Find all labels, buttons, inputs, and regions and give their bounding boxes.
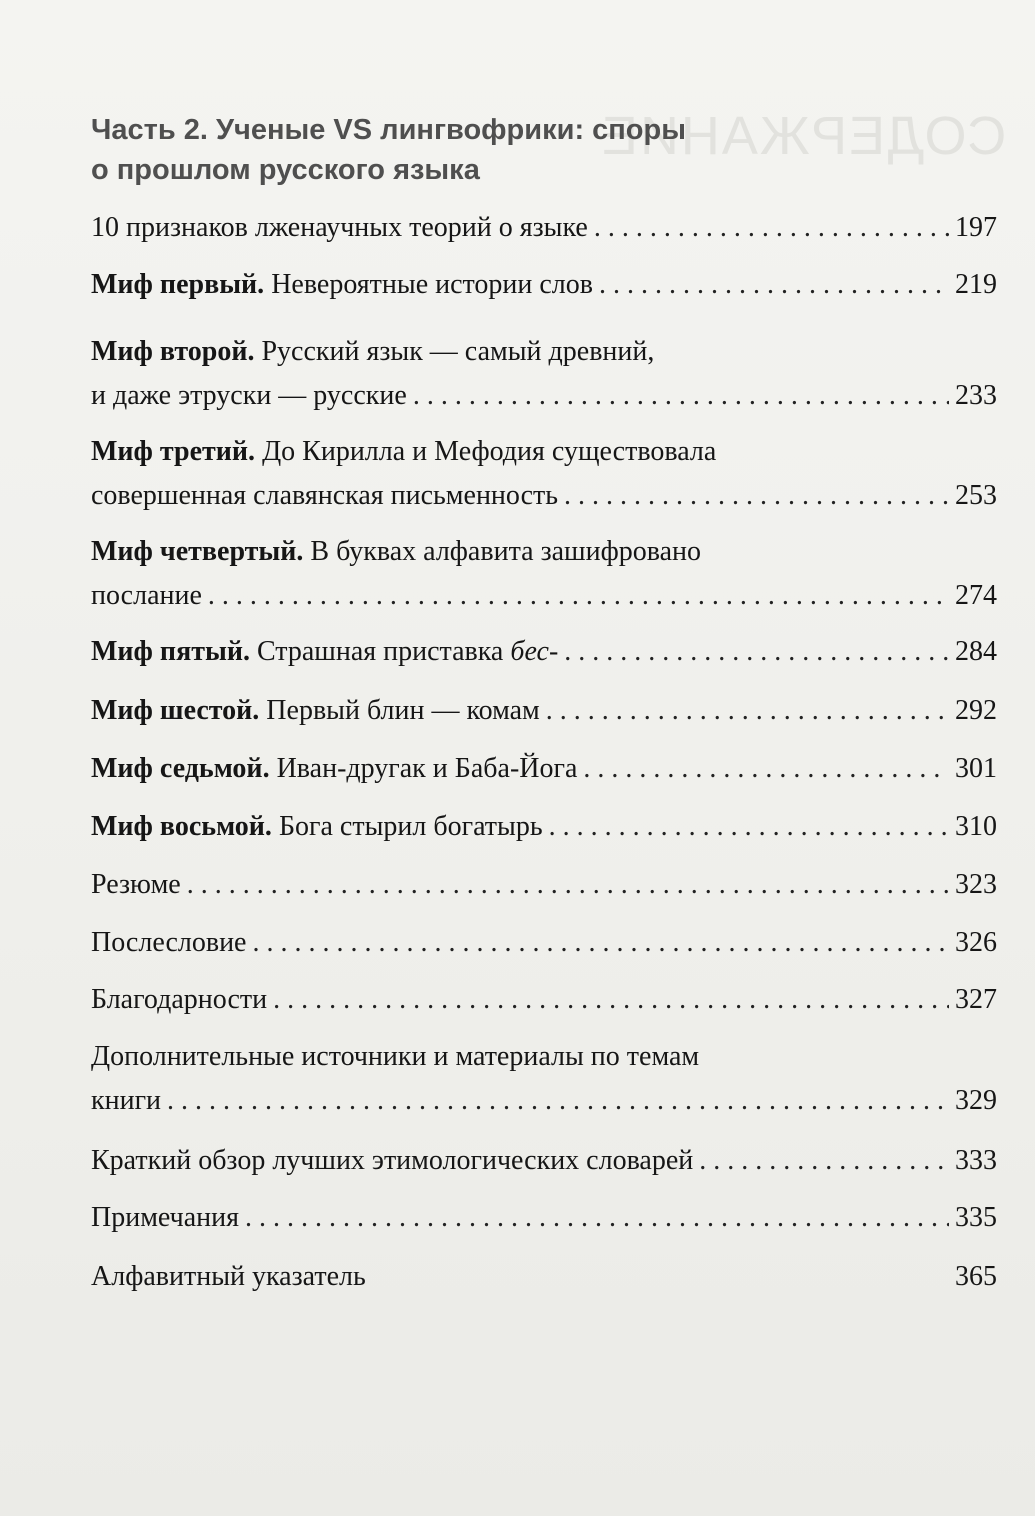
toc-entry-text: книги bbox=[91, 1085, 162, 1116]
myth-title: Миф третий. bbox=[91, 436, 256, 467]
toc-entry-text: Резюме bbox=[91, 869, 181, 900]
bleed-through-text: СОДЕРЖАНИЕ bbox=[600, 106, 1007, 166]
dot-leader bbox=[564, 474, 949, 518]
page-number: 327 bbox=[955, 984, 997, 1015]
toc-entry[interactable] bbox=[91, 1035, 997, 1139]
toc-entry-text-line-1: В буквах алфавита зашифровано bbox=[310, 536, 702, 567]
dot-leader bbox=[187, 863, 949, 907]
page-number: 233 bbox=[955, 380, 997, 411]
toc-entry[interactable] bbox=[91, 863, 997, 921]
toc-entry-text: совершенная славянская письменность bbox=[91, 480, 559, 511]
toc-entry[interactable] bbox=[91, 805, 997, 863]
toc-entry[interactable] bbox=[91, 430, 997, 530]
page-number: 284 bbox=[955, 636, 997, 667]
page-number: 323 bbox=[955, 869, 997, 900]
myth-title: Миф первый. bbox=[91, 269, 265, 300]
toc-entry-text: Краткий обзор лучших этимологических словарей bbox=[91, 1145, 694, 1176]
dot-leader bbox=[208, 574, 949, 618]
toc-entry-text: Послесловие bbox=[91, 927, 247, 958]
page-number: 310 bbox=[955, 811, 997, 842]
dot-leader bbox=[413, 374, 949, 418]
toc-entry[interactable] bbox=[91, 330, 997, 430]
toc-entry-text: 10 признаков лженаучных теорий о языке bbox=[91, 212, 588, 243]
page-number: 274 bbox=[955, 580, 997, 611]
dot-leader bbox=[549, 805, 949, 849]
page-number: 292 bbox=[955, 695, 997, 726]
page-number: 335 bbox=[955, 1202, 997, 1233]
part-heading-line-2: о прошлом русского языка bbox=[91, 154, 480, 186]
dot-leader bbox=[167, 1079, 949, 1123]
page-number: 301 bbox=[955, 753, 997, 784]
myth-title: Миф четвертый. bbox=[91, 536, 304, 567]
myth-title: Миф пятый. bbox=[91, 636, 250, 667]
toc-entry[interactable] bbox=[91, 689, 997, 747]
toc-entry-text: Алфавитный указатель bbox=[91, 1261, 366, 1292]
myth-title: Миф седьмой. bbox=[91, 753, 270, 784]
toc-entry-text: Иван-другак и Баба-Йога bbox=[276, 753, 578, 784]
toc-entry-text-line-1: До Кирилла и Мефодия существовала bbox=[262, 436, 717, 467]
italic-prefix: бес- bbox=[510, 636, 559, 667]
dot-leader bbox=[594, 206, 949, 250]
dot-leader bbox=[699, 1139, 949, 1183]
toc-entry[interactable] bbox=[91, 1196, 997, 1255]
part-heading-line-1: Часть 2. Ученые VS лингвофрики: споры bbox=[91, 114, 686, 146]
dot-leader bbox=[583, 747, 949, 791]
toc-entry[interactable] bbox=[91, 263, 997, 330]
toc-entry-text: и даже этруски — русские bbox=[91, 380, 407, 411]
toc-entry[interactable] bbox=[91, 978, 997, 1035]
toc-entry[interactable] bbox=[91, 206, 997, 263]
dot-leader bbox=[252, 921, 949, 965]
toc-entry-text: Примечания bbox=[91, 1202, 240, 1233]
toc-entry-text-line-1: Дополнительные источники и материалы по темам bbox=[91, 1041, 700, 1072]
page-number: 219 bbox=[955, 269, 997, 300]
myth-title: Миф восьмой. bbox=[91, 811, 272, 842]
dot-leader bbox=[599, 263, 949, 307]
toc-entry-text: Невероятные истории слов bbox=[271, 269, 593, 300]
toc-entry-text: Первый блин — комам bbox=[266, 695, 540, 726]
toc-entry-text: Страшная приставка bbox=[256, 636, 504, 667]
toc-entry[interactable] bbox=[91, 1255, 997, 1305]
toc-entry[interactable] bbox=[91, 921, 997, 978]
dot-leader bbox=[546, 689, 949, 733]
toc-entry-text: Благодарности bbox=[91, 984, 268, 1015]
part-heading bbox=[91, 110, 851, 190]
page-number: 329 bbox=[955, 1085, 997, 1116]
page-number: 253 bbox=[955, 480, 997, 511]
toc-entry-text: послание bbox=[91, 580, 202, 611]
toc-entry[interactable] bbox=[91, 1139, 997, 1196]
page-number: 365 bbox=[955, 1261, 997, 1292]
page-number: 197 bbox=[955, 212, 997, 243]
toc-entry-text: Бога стырил богатырь bbox=[278, 811, 543, 842]
table-of-contents bbox=[91, 206, 997, 1305]
dot-leader bbox=[273, 978, 949, 1022]
toc-entry[interactable] bbox=[91, 630, 997, 689]
page-number: 326 bbox=[955, 927, 997, 958]
myth-title: Миф шестой. bbox=[91, 695, 260, 726]
toc-entry[interactable] bbox=[91, 747, 997, 805]
dot-leader bbox=[564, 630, 949, 674]
page-number: 333 bbox=[955, 1145, 997, 1176]
toc-entry[interactable] bbox=[91, 530, 997, 630]
dot-leader bbox=[245, 1196, 949, 1240]
myth-title: Миф второй. bbox=[91, 336, 255, 367]
toc-entry-text-line-1: Русский язык — самый древний, bbox=[261, 336, 655, 367]
